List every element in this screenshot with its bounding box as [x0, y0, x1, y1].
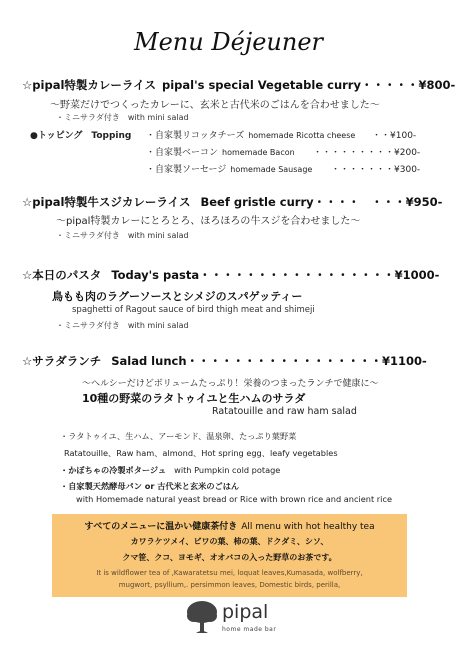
curry-price: ¥800-: [418, 78, 456, 92]
salad-dots: ・・・・・・・・・・・・・・・・・: [186, 354, 383, 368]
salad-bread-ja: ・自家製天然酵母パン or 古代米と玄米のごはん: [60, 481, 240, 491]
topping-name-en: homemade Sausage: [230, 165, 313, 174]
beef-dots: ・・・・ ・・・: [313, 195, 406, 209]
tea-line2: カワラケツメイ、ビワの葉、柿の葉、ドクダミ、シソ、: [130, 537, 329, 546]
tea-box: [52, 514, 407, 597]
topping-item: [146, 145, 295, 158]
pasta-dots: ・・・・・・・・・・・・・・・・・: [199, 268, 395, 282]
topping-price: [313, 145, 420, 158]
salad-name-en: Salad lunch: [111, 354, 187, 368]
beef-name-en: Beef gristle curry: [200, 195, 314, 209]
beef-price: ¥950-: [405, 195, 443, 209]
pasta-dish-ja: 鳥もも肉のラグーソースとシメジのスパゲッティー: [52, 290, 303, 303]
curry-side: ・ミニサラダ付き with mini salad: [56, 113, 189, 122]
salad-heading: [22, 353, 427, 369]
topping-name-en: homemade Ricotta cheese: [248, 131, 356, 140]
topping-name-en: homemade Bacon: [222, 148, 295, 157]
topping-item: [146, 128, 355, 141]
tree-icon: [185, 600, 219, 636]
topping-dots: ・・・・・・・・・: [313, 148, 395, 158]
pasta-name-en: Today's pasta: [111, 268, 200, 282]
page-title: Menu Déjeuner: [134, 28, 323, 56]
pasta-name-ja: ☆本日のパスタ: [22, 268, 102, 282]
pasta-price: ¥1000-: [394, 268, 440, 282]
curry-dots: ・・・・・: [360, 78, 419, 92]
tea-line5: mugwort, psyllium,. persimmon leaves, Domestic birds, perilla,: [118, 581, 341, 589]
pasta-dish-en: spaghetti of Ragout sauce of bird thigh meat and shimeji: [72, 305, 315, 315]
beef-description: 〜pipal特製カレーにとろとろ、ほろほろの牛スジを合わせました〜: [56, 216, 361, 227]
salad-soup-ja: ・かぼちゃの冷製ポタージュ: [60, 465, 167, 475]
salad-price: ¥1100-: [382, 354, 427, 368]
topping-name: ・自家製ベーコン: [146, 148, 219, 158]
curry-heading: [22, 77, 455, 93]
beef-heading: [22, 194, 442, 210]
topping-item: [146, 162, 312, 175]
salad-list-en: Ratatouille、Raw ham、almond、Hot spring egg、leafy vegetables: [64, 448, 338, 458]
salad-soup-en: with Pumpkin cold potage: [174, 465, 281, 475]
salad-list-ja: ・ラタトゥイユ、生ハム、アーモンド、温泉卵、たっぷり葉野菜: [60, 431, 297, 441]
beef-side: ・ミニサラダ付き with mini salad: [56, 231, 189, 240]
topping-price-value: ¥200-: [394, 148, 421, 158]
tea-line4: It is wildflower tea of ,Kawaratetsu mei, loquat leaves,Kumasada, wolfberry,: [96, 569, 363, 577]
pasta-heading: [22, 267, 439, 283]
curry-name-ja: ☆pipal特製カレーライス: [22, 78, 156, 92]
beef-name-ja: ☆pipal特製牛スジカレーライス: [22, 195, 191, 209]
logo-name: pipal: [222, 601, 269, 623]
topping-name: ・自家製リコッタチーズ: [146, 131, 245, 141]
topping-price: [331, 162, 420, 175]
salad-dish-en: Ratatouille and raw ham salad: [212, 406, 357, 417]
topping-dots: ・・・・・・・: [331, 165, 395, 175]
curry-name-en: pipal's special Vegetable curry: [161, 78, 361, 92]
tea-line1-ja: すべてのメニューに温かい健康茶付き: [84, 522, 238, 532]
topping-price-value: ¥300-: [394, 165, 421, 175]
tea-line3: クマ笹、クコ、ヨモギ、オオバコの入った野草のお茶です。: [122, 553, 337, 562]
curry-description: 〜野菜だけでつくったカレーに、玄米と古代米のごはんを合わせました〜: [50, 100, 380, 111]
topping-price: [372, 128, 416, 141]
topping-name: ・自家製ソーセージ: [146, 165, 227, 175]
pasta-side: ・ミニサラダ付き with mini salad: [56, 321, 189, 330]
salad-soup: [60, 465, 280, 476]
topping-dots: ・・: [372, 131, 391, 141]
topping-label: ●トッピング Topping: [30, 131, 132, 141]
logo-subtitle: home made bar: [222, 626, 277, 633]
topping-price-value: ¥100-: [390, 131, 417, 141]
salad-name-ja: ☆サラダランチ: [22, 354, 102, 368]
tea-line1-en: All menu with hot healthy tea: [241, 522, 375, 532]
salad-dish-ja: 10種の野菜のラタトゥイユと生ハムのサラダ: [82, 392, 306, 405]
tea-line1: [52, 519, 407, 532]
salad-bread-en: with Homemade natural yeast bread or Rice with brown rice and ancient rice: [76, 494, 392, 504]
salad-description: 〜ヘルシーだけどボリュームたっぷり！栄養のつまったランチで健康に〜: [82, 379, 379, 389]
